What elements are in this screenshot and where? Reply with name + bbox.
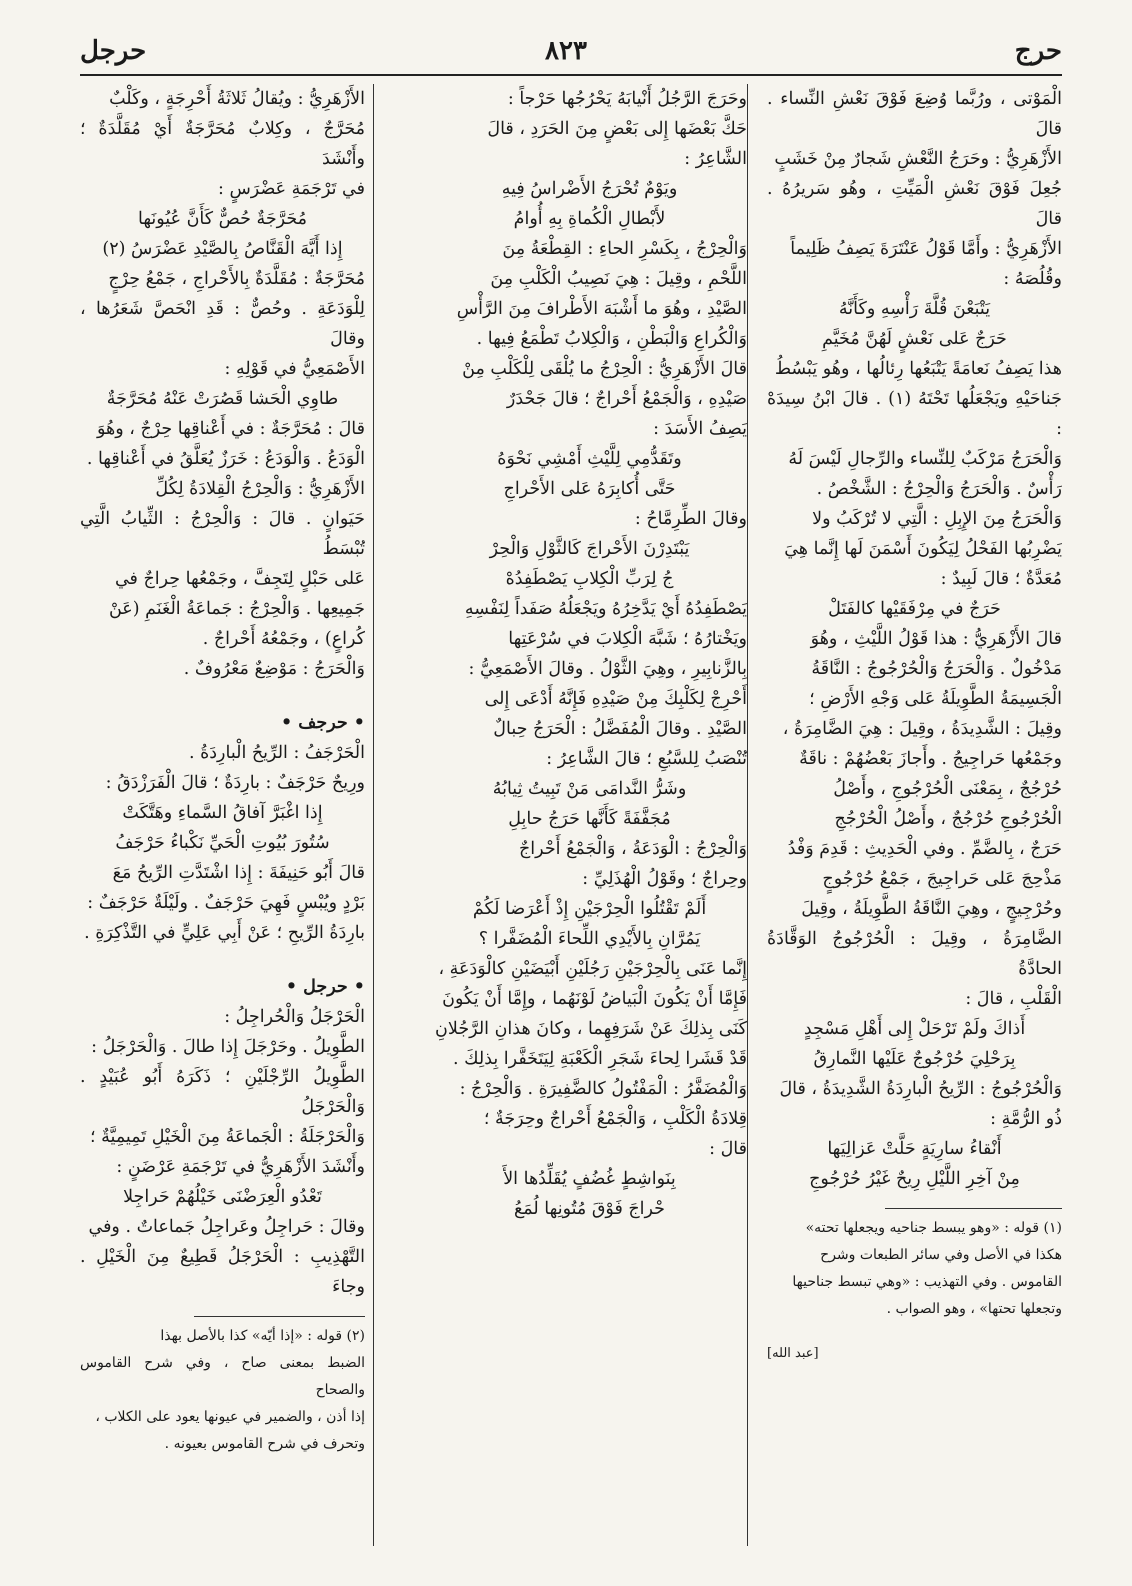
text-line: فَإِمَّا أَنْ يَكُونَ الْبَياضُ لَوْنَهُما ، وإِمَّا أَنْ يَكُونَ — [442, 989, 747, 1009]
entry-gap — [80, 684, 365, 708]
text-line: وَالْحِرْجُ : الْوَدَعَةُ ، وَالْجَمْعُ أَحْراجٌ — [519, 839, 747, 859]
verse-hemistich: بِرَحْلِيَ حُرْجُوجٌ عَلَيْها النَّمارِقُ — [813, 1049, 1016, 1069]
footnote — [767, 1215, 1062, 1323]
text-block — [767, 624, 1062, 1014]
text-line: اللَّحْمِ ، وقِيلَ : هِيَ نَصِيبُ الْكَلْبِ مِنَ — [490, 269, 747, 289]
text-line: القاموس . وفي التهذيب : «وهي تبسط جناحيها — [792, 1274, 1062, 1290]
text-line: وَالْحَرَجُ مِنَ الإِبِلِ : الَّتِي لا تُرْكَبُ ولا — [812, 509, 1062, 529]
column-divider-left — [373, 84, 374, 1546]
text-line: في تَرْجَمَةِ عَضْرَسٍ : — [217, 179, 365, 199]
text-line: وحِراجٌ ؛ وقَوْلُ الْهُذَلِيِّ : — [582, 869, 747, 889]
text-line: الْحُرْجُوجِ حُرْجُجٌ ، وأَصْلُ الْحُرْجُجِ — [834, 809, 1062, 829]
text-block — [80, 738, 365, 798]
text-block — [432, 234, 747, 444]
verse-hemistich: يَبْتَدِرْنَ الأَحْراجَ كَالثَّوْلِ وَالْحِرْ — [489, 539, 690, 559]
verse-hemistich: يَتْبَعْنَ قُلَّةَ رَأْسِهِ وكَأَنَّهُ — [838, 299, 991, 319]
text-line: قالَ أَبُو حَنِيفَةَ : إِذا اشْتَدَّتِ الرِّيحُ مَعَ — [112, 863, 365, 883]
text-line: جَناحَيْهِ ويَجْعَلُها تَحْتَهُ (١) . قالَ ابْنُ سِيدَهْ : — [767, 389, 1062, 439]
text-line: قالَ : مُحَرَّجَةٌ : في أَعْناقِها حِرْجٌ ، وهُوَ — [96, 419, 365, 439]
text-line: الْمَوْتى ، ورُبَّما وُضِعَ فَوْقَ نَعْشِ النِّساء . قالَ — [767, 89, 1062, 139]
text-line: صَيْدِهِ ، وَالْجَمْعُ أَحْراجٌ ؛ قالَ جَحْدَرٌ — [506, 389, 747, 409]
verse-hemistich: أَلَمْ تَقْتُلُوا الْحِرْجَيْنِ إِذْ أَعْرَضا لَكُمْ — [472, 899, 707, 919]
verse — [432, 444, 747, 504]
text-line: ويَخْتارُهُ ؛ شَبَّهَ الْكِلابَ في سُرْعَتِها — [508, 629, 747, 649]
text-line: وَالْحَرَجُ مَرْكَبٌ لِلنِّساء والرِّجالِ لَيْسَ لَهُ — [788, 449, 1062, 469]
verse — [432, 1164, 747, 1224]
text-block — [432, 594, 747, 774]
text-line: وَالْحِرْجُ ، بِكَسْرِ الحاءِ : القِطْعَةُ مِنَ — [502, 239, 747, 259]
header-right-word: حرج — [1014, 36, 1062, 66]
verse — [432, 774, 747, 834]
verse — [767, 1134, 1062, 1194]
verse-hemistich: بِنَواشِطٍ غُضُفٍ يُقَلِّدُها الأَ — [503, 1169, 676, 1189]
verse-hemistich: مُحَرَّجَةٌ حُصٌّ كَأَنَّ عُيُونَها — [137, 209, 308, 229]
verse-hemistich: حَتَّى أُكابِرَهُ عَلى الأَحْراجِ — [503, 479, 676, 499]
text-line: الْحَرْجَلُ وَالْحُراجِلُ : — [224, 1007, 365, 1027]
text-line: الْوَدَعُ . وَالْوَدَعُ : خَرَزٌ يُعَلَّقُ في أَعْناقِها . — [86, 449, 365, 469]
text-line: حَيَوانٍ . قالَ : وَالْحِرْجُ : الثِّيابُ الَّتِي تُبْسَطُ — [80, 509, 365, 559]
text-block — [432, 504, 747, 534]
verse-hemistich: يَمُرَّانِ بِالأَيْدِي اللِّحاءَ الْمُضَفَّرا ؟ — [478, 929, 701, 949]
text-line: قالَ الأَزْهَرِيُّ : الْحِرْجُ ما يُلْقَى لِلْكَلْبِ مِنْ — [462, 359, 747, 379]
verse-hemistich: حَرَجٌ عَلى نَعْشٍ لَهُنَّ مُخَيَّمِ — [822, 329, 1007, 349]
text-line: وقِيلَ : الشَّدِيدَةُ ، وقِيلَ : هِيَ الضَّامِرَةُ ، — [782, 719, 1062, 739]
text-line: الْقَلْبِ ، قالَ : — [965, 989, 1062, 1009]
text-line: الصَّيْدِ ، وهُوَ ما أَشْبَهَ الأَطْرافَ مِنَ الرَّأْسِ — [456, 299, 747, 319]
text-line: مُحَرَّجٌ ، وكِلابٌ مُحَرَّجَةٌ أَيْ مُقَلَّدَةٌ ؛ وأَنْشَدَ — [80, 119, 365, 169]
text-line: وقالَ الطِّرِمَّاحُ : — [634, 509, 747, 529]
text-line: مَدْخُولٌ . وَالْحَرَجُ وَالْحُرْجُوجُ : النَّاقَةُ — [811, 659, 1062, 679]
text-line: ذُو الرُّمَّةِ : — [990, 1109, 1062, 1129]
text-line: أَحْرِجْ لِكَلْبِكَ مِنْ صَيْدِهِ فَإِنَّهُ أَدْعَى إِلى — [484, 689, 747, 709]
verse — [767, 594, 1062, 624]
text-line: هذا يَصِفُ نَعامَةً يَتْبَعُها رِئالُها ، وهُو يَبْسُطُ — [774, 359, 1062, 379]
verse — [432, 534, 747, 594]
text-line: وتحرف في شرح القاموس بعيونه . — [164, 1436, 365, 1452]
text-line: وَالْحَرَجُ : مَوْضِعٌ مَعْرُوفٌ . — [183, 659, 365, 679]
header-rule — [80, 74, 1062, 76]
text-line: وجَمْعُها حَراجِيجُ . وأَجازَ بَعْضُهُمْ : ناقَةٌ — [799, 749, 1062, 769]
verse — [80, 798, 365, 858]
text-line: وَالْكُراعِ وَالْبَطْنِ ، وَالْكِلابُ تَطْمَعُ فِيها . — [476, 329, 747, 349]
text-line: مَذْحِجَ عَلى حَراجِيجَ ، جَمْعُ حُرْجُوجٍ — [822, 869, 1062, 889]
text-line: الطَّوِيلُ . وحَرْجَلَ إِذا طالَ . وَالْحَرْجَلُ : — [91, 1037, 365, 1057]
text-line: الضَّامِرَةُ ، وقِيلَ : الْحُرْجُوجُ الوَقَّادَةُ الحادَّةُ — [767, 929, 1062, 979]
text-line: وقالَ : حَراجِلُ وعَراجِلُ جَماعاتٌ . وفي — [88, 1217, 365, 1237]
column-divider-right — [747, 84, 748, 1546]
text-block — [80, 1212, 365, 1302]
text-line: قِلادَةُ الْكَلْبِ ، وَالْجَمْعُ أَحْراجٌ وحِرَجَةٌ ؛ — [483, 1109, 747, 1129]
text-line: الضبط بمعنى صاح ، وفي شرح القاموس والصحاح — [80, 1355, 365, 1398]
text-line: الأَزْهَرِيُّ : وَالْحِرْجُ الْقِلادَةُ لِكُلِّ — [155, 479, 365, 499]
footnote — [80, 1323, 365, 1458]
header-left-word: حرجل — [80, 36, 147, 66]
text-line: كُراعٍ) ، وجَمْعُهُ أَحْراجٌ . — [202, 629, 365, 649]
text-line: وحَرَجَ الرَّجُلُ أَنْيابَهُ يَحْرُجُها حَرْجاً : — [507, 89, 747, 109]
right-column — [767, 84, 1062, 1546]
page-header — [0, 30, 1132, 70]
page-number: ٨٢٣ — [545, 36, 587, 66]
verse — [80, 384, 365, 414]
text-line: وأَنْشَدَ الأَزْهَرِيُّ في تَرْجَمَةِ عَرْضَنٍ : — [116, 1157, 365, 1177]
text-line: جَمِيعِها . وَالْحِرْجُ : جَماعَةُ الْغَنَمِ (عَنْ — [108, 599, 365, 619]
text-block — [432, 84, 747, 174]
verse — [80, 1182, 365, 1212]
text-line: بَرْدٍ ويُبْسٍ فَهِيَ حَرْجَفٌ . ولَيْلَةٌ حَرْجَفٌ : — [87, 893, 365, 913]
text-line: يَضْرِبُها الفَحْلُ لِيَكُونَ أَسْمَنَ لَها إِنَّما هِيَ — [784, 539, 1062, 559]
text-line: عَلى حَبْلٍ لِتَجِفَّ ، وجَمْعُها حِراجٌ في — [114, 569, 365, 589]
verse-hemistich: أَنْقاءُ سارِيَةٍ حَلَّتْ عَزالِيَها — [827, 1139, 1002, 1159]
verse-hemistich: جُ لِرَبِّ الْكِلابِ يَصْطَفِدُهْ — [505, 569, 674, 589]
text-line: هكذا في الأصل وفي سائر الطبعات وشرح — [820, 1247, 1062, 1263]
text-line: الطَّوِيلُ الرِّجْلَيْنِ ؛ ذَكَرَهُ أَبُو عُبَيْدٍ . وَالْحَرْجَلُ — [80, 1067, 365, 1117]
entry-headword: • حرجف • — [281, 713, 365, 733]
text-block — [767, 84, 1062, 294]
text-line: رَأْسٌ . وَالْحَرَجُ وَالْحِرْجُ : الشَّخْصُ . — [816, 479, 1062, 499]
editor-signature: [عبد الله] — [767, 1346, 819, 1361]
verse-hemistich: وتَقَدُّمِي لِلَّيْثِ أَمْشِي نَحْوَهُ — [497, 449, 682, 469]
entry-gap — [80, 948, 365, 972]
text-line: لِلْوَدَعَةِ . وحُصٌّ : قَدِ انْحَصَّ شَعَرُها ، وقالَ — [80, 299, 365, 349]
text-line: إِنَّما عَنَى بِالْحِرْجَيْنِ رَجُلَيْنِ أَبْيَضَيْنِ كالْوَدَعَةِ ، — [438, 959, 747, 979]
text-line: الأَزْهَرِيُّ : ويُقالُ ثَلاثَةُ أَحْرِجَةٍ ، وكَلْبٌ — [109, 89, 365, 109]
text-line: إذا أذن ، والضمير في عيونها يعود على الكلاب ، — [95, 1409, 365, 1425]
text-line: وَالْحَرْجَلَةُ : الْجَماعَةُ مِنَ الْخَيْلِ تَمِيمِيَّةٌ ؛ — [90, 1127, 365, 1147]
text-line: الْحَرْجَفُ : الرِّيحُ الْبارِدَةُ . — [188, 743, 365, 763]
verse — [432, 174, 747, 234]
text-line: قَدْ قَشَرا لِحاءَ شَجَرِ الْكَعْبَةِ لِيَتَخَفَّرا بِذلِكَ . — [452, 1049, 747, 1069]
text-block — [432, 954, 747, 1164]
verse — [767, 294, 1062, 354]
text-line: حُرْجُجٌ ، بِمَعْنَى الْحُرْجُوجِ ، وأَصْلُ — [833, 779, 1062, 799]
footnote-rule — [885, 1208, 1062, 1209]
entry-headword: • حرجل • — [285, 977, 365, 997]
text-line: الأَصْمَعِيُّ في قَوْلِهِ : — [224, 359, 365, 379]
verse-hemistich: مُجَفَّفَةً كَأَنَّها حَرَجُ حابِلِ — [508, 809, 671, 829]
verse-hemistich: وشَرُّ النَّدامَى مَنْ تَبِيتُ ثِيابُهُ — [492, 779, 687, 799]
text-block — [767, 354, 1062, 594]
text-line: يَصِفُ الأَسَدَ : — [653, 419, 747, 439]
text-line: تُنْصَبُ لِلسَّبُعِ ؛ قالَ الشَّاعِرُ : — [546, 749, 747, 769]
text-block — [80, 858, 365, 948]
text-line: الشَّاعِرُ : — [684, 149, 747, 169]
text-line: وقُلُصَهُ : — [1003, 269, 1062, 289]
text-line: ورِيحٌ حَرْجَفٌ : بارِدَةٌ ؛ قالَ الْفَرَزْدَقُ : — [105, 773, 365, 793]
verse-hemistich: حَرَجٌ في مِرْفَقَيْها كالفَتَلْ — [828, 599, 1001, 619]
verse-hemistich: حْراجَ فَوْقَ مُتُونِها لُمَعُ — [513, 1199, 666, 1219]
text-line: مُحَرَّجَةٌ : مُقَلَّدَةٌ بِالأَحْراجِ ، جَمْعُ حِرْجٍ — [108, 269, 365, 289]
text-line: الأَزْهَرِيُّ : وحَرَجُ النَّعْشِ شَجارٌ مِنْ خَشَبٍ — [774, 149, 1062, 169]
text-line: الأَزْهَرِيُّ : وأَمَّا قَوْلُ عَنْتَرَةَ يَصِفُ ظَلِيماً — [790, 239, 1062, 259]
text-line: (١) قوله : «وهو يبسط جناحيه ويجعلها تحته» — [805, 1220, 1062, 1236]
footnote-rule — [194, 1316, 365, 1317]
text-line: مُعَدَّةٌ ؛ قالَ لَبِيدٌ : — [940, 569, 1062, 589]
text-line: (٢) قوله : «إذا أيّه» كذا بالأصل بهذا — [160, 1328, 365, 1344]
verse-hemistich: إِذا أَيَّهَ الْقَنَّاصُ بِالصَّيْدِ عَضْرَسُ (٢) — [102, 239, 343, 259]
text-line: قالَ : — [709, 1139, 747, 1159]
verse-hemistich: طاوِي الْحَشا قَصُرَتْ عَنْهُ مُحَرَّجَةٌ — [106, 389, 339, 409]
text-line: وتجعلها تحتها» ، وهو الصواب . — [886, 1301, 1062, 1317]
text-line: بِالزَّنابِيرِ ، وهِيَ الثَّوْلُ . وقالَ الأَصْمَعِيُّ : — [468, 659, 747, 679]
text-line: وَالْحُرْجُوجُ : الرِّيحُ الْبارِدَةُ الشَّدِيدَةُ ، قالَ — [779, 1079, 1062, 1099]
verse-hemistich: أَذاكَ ولَمْ تَرْحَلْ إِلى أَهْلِ مَسْجِدٍ — [803, 1019, 1026, 1039]
text-line: كَنَى بِذلِكَ عَنْ شَرَفِهِما ، وكانَ هذانِ الرَّجُلانِ — [435, 1019, 747, 1039]
text-block — [80, 414, 365, 684]
verse — [80, 204, 365, 264]
verse-hemistich: ويَوْمٌ تُحْرَجُ الأَضْراسُ فِيهِ — [501, 179, 678, 199]
text-block — [767, 1074, 1062, 1134]
text-line: جُعِلَ فَوْقَ نَعْشِ الْمَيِّتِ ، وهُو سَريرُهُ . قالَ — [767, 179, 1062, 229]
middle-column — [432, 84, 747, 1546]
verse — [432, 894, 747, 954]
verse-hemistich: سُتُورَ بُيُوتِ الْحَيِّ نَكْباءُ حَرْجَفُ — [115, 833, 330, 853]
verse-hemistich: تَعْدُو الْعِرَضْنَى خَيْلُهُمْ حَراجِلا — [123, 1187, 322, 1207]
verse — [767, 1014, 1062, 1074]
verse-hemistich: إِذا اغْبَرَّ آفاقُ السَّماءِ وهَتَّكَتْ — [122, 803, 323, 823]
text-line: قالَ الأَزْهَرِيُّ : هذا قَوْلُ اللَّيْثِ ، وهُوَ — [810, 629, 1062, 649]
text-line: حَكَّ بَعْضَها إِلى بَعْضٍ مِنَ الحَرَدِ ، قالَ — [487, 119, 747, 139]
text-line: بارِدَةُ الرِّيحِ ؛ عَنْ أَبِي عَلِيٍّ في التَّذْكِرَةِ . — [84, 923, 365, 943]
text-line: وحُرْجِيجٍ ، وهِيَ النَّاقَةُ الطَّوِيلَةُ ، وقِيلَ — [801, 899, 1062, 919]
text-line: الصَّيْدِ . وقالَ الْمُفَضَّلُ : الْحَرَجُ حِبالٌ — [493, 719, 747, 739]
left-column — [80, 84, 365, 1546]
text-block — [80, 264, 365, 384]
text-line: الْجَسِيمَةُ الطَّوِيلَةُ عَلى وَجْهِ الأَرْضِ ؛ — [809, 689, 1062, 709]
text-block — [80, 84, 365, 204]
verse-hemistich: مِنْ آخِرِ اللَّيْلِ رِيحٌ غَيْرُ حُرْجُوجِ — [809, 1169, 1020, 1189]
text-block — [80, 1002, 365, 1182]
text-line: حَرَجٌ ، بِالضَّمِّ . وفي الْحَدِيثِ : قَدِمَ وَفْدُ — [787, 839, 1062, 859]
text-line: يَصْطَفِدُهُ أَيْ يَدَّخِرُهُ ويَجْعَلُهُ صَفَداً لِنَفْسِهِ — [464, 599, 747, 619]
text-line: وَالْمُضَفَّرُ : الْمَفْتُولُ كالضَّفِيرَةِ . وَالْحِرْجُ : — [459, 1079, 747, 1099]
verse-hemistich: لأَبْطالِ الْكُماةِ بِهِ أُوامُ — [513, 209, 666, 229]
text-block — [432, 834, 747, 894]
text-line: التَّهْذِيبِ : الْحَرْجَلُ قَطِيعٌ مِنَ الْخَيْلِ . وجاءَ — [80, 1247, 365, 1297]
